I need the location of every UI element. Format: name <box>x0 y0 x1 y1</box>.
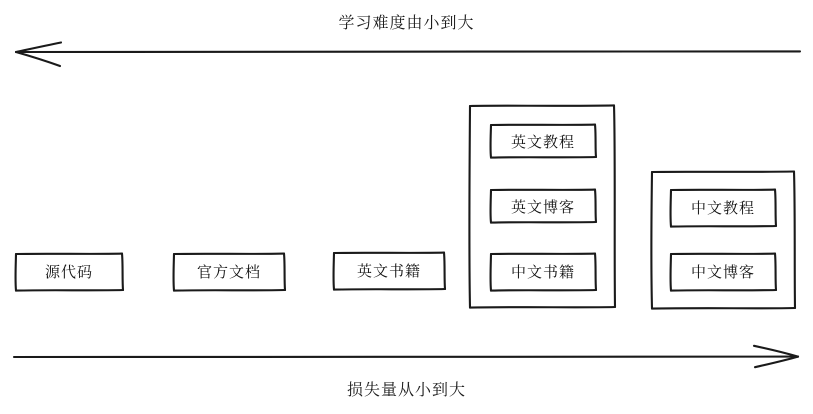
node-label: 官方文档 <box>196 263 261 281</box>
node-label: 中文教程 <box>690 199 755 217</box>
node-official-docs[interactable] <box>172 252 286 290</box>
bottom-axis-arrow <box>14 346 798 367</box>
top-axis-label: 学习难度由小到大 <box>338 15 475 32</box>
node-label: 英文书籍 <box>356 262 421 280</box>
node-chinese-blogs[interactable] <box>669 252 777 290</box>
node-english-blogs[interactable] <box>489 188 597 224</box>
node-label: 中文书籍 <box>510 263 575 281</box>
node-chinese-books[interactable] <box>489 252 597 290</box>
node-english-books[interactable] <box>332 251 446 289</box>
node-label: 英文教程 <box>510 133 575 151</box>
node-label: 英文博客 <box>510 198 575 216</box>
node-chinese-tutorials[interactable] <box>669 188 777 226</box>
top-axis-arrow <box>16 43 800 67</box>
bottom-axis-label: 损失量从小到大 <box>346 382 466 399</box>
node-english-tutorials[interactable] <box>489 123 597 159</box>
node-label: 中文博客 <box>690 263 755 281</box>
node-label: 源代码 <box>44 263 93 281</box>
node-source-code[interactable] <box>14 252 124 290</box>
